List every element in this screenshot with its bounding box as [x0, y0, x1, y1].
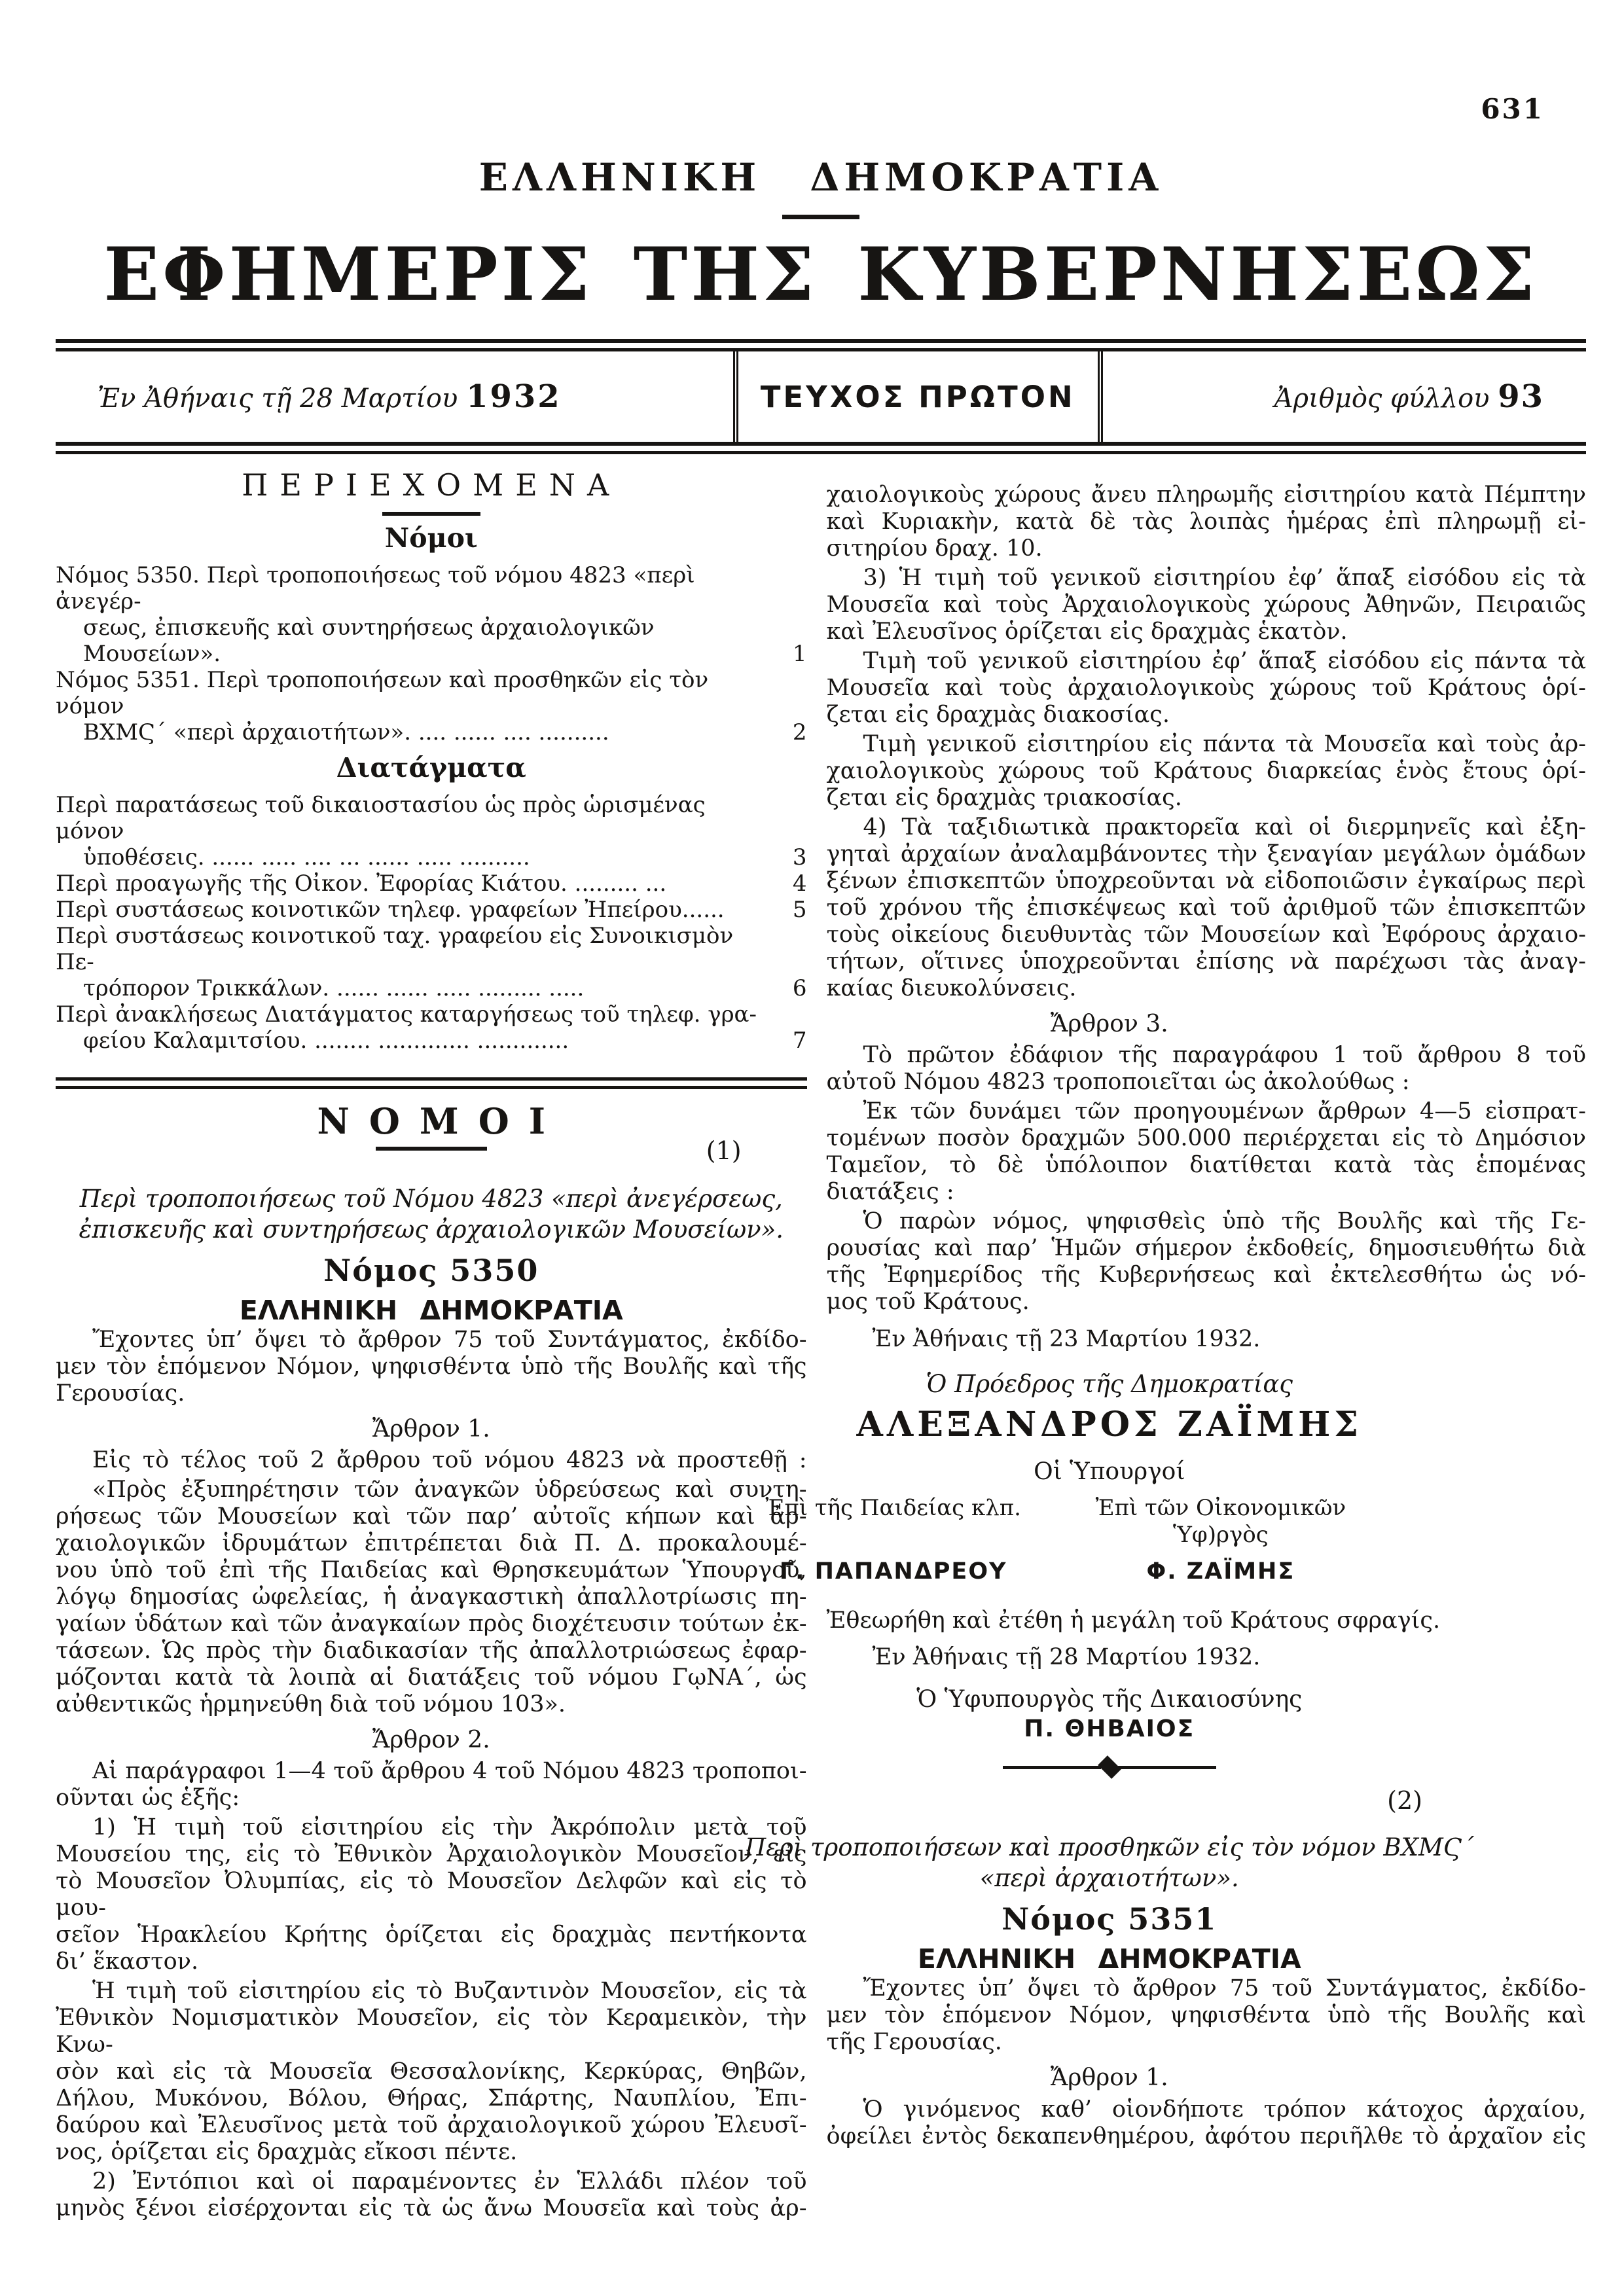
text-line: ρήσεως τῶν Μουσείων καὶ τῶν παρ’ αὐτοῖς κήπων καὶ ἀρ- [56, 1503, 807, 1530]
text-line: Περὶ τροποποιήσεων καὶ προσθηκῶν εἰς τὸν νόμον ΒΧΜϚ΄ [744, 1833, 1474, 1862]
text-line: διατάξεις : [826, 1179, 954, 1206]
article-2-paragraph-1 [56, 1814, 807, 1975]
article-2-paragraph-2 [56, 1978, 807, 2166]
toc-section-diatagmata: Διατάγματα [336, 752, 526, 783]
law-5351-subject [730, 1832, 1489, 1893]
issue-number-group [1274, 378, 1544, 415]
article-3-heading: Ἄρθρον 3. [1050, 1011, 1168, 1037]
nomoi-section-title: ΝΟΜΟΙ [317, 1100, 566, 1142]
text-line: μος τοῦ Κράτους. [826, 1289, 1030, 1316]
article-2-paragraph-3 [56, 2168, 807, 2222]
toc-entry-line: ὑποθέσεις. ...... ..... .... ... ...... ..... .......... 3 [83, 844, 807, 870]
law-5351-number-heading: Νόμος 5351 [1001, 1901, 1218, 1937]
toc-entry-line: Νόμος 5350. Περὶ τροποποιήσεως τοῦ νόμου 4823 «περὶ ἀνεγέρ- [56, 562, 695, 615]
toc-end-rule [56, 1077, 807, 1089]
toc-page-number: 5 [792, 897, 807, 923]
divider-bar-right [1118, 1766, 1216, 1769]
justice-undersecretary-name: Π. ΘΗΒΑΙΟΣ [1024, 1715, 1195, 1742]
text-line: Ἔχοντες ὑπ’ ὄψει τὸ ἄρθρον 75 τοῦ Συντάγματος, ἐκδίδο- [92, 1327, 807, 1353]
issue-number-value: 93 [1498, 378, 1544, 415]
law-5350-subject [56, 1183, 807, 1245]
law-5351-article-1-heading: Ἄρθρον 1. [1050, 2064, 1168, 2092]
text-line: χαιολογικοὺς χώρους ἄνευ πληρωμῆς εἰσιτηρίου κατὰ Πέμπτην [826, 482, 1586, 508]
toc-entry-line: Περὶ παρατάσεως τοῦ δικαιοστασίου ὡς πρὸς ὡρισμένας μόνον [56, 792, 706, 844]
text-line: μόζονται κατὰ τὰ λοιπὰ αἱ διατάξεις τοῦ νόμου ΓῳΝΑ΄, ὡς [56, 1664, 807, 1691]
president-name: ΑΛΕΞΑΝΔΡΟΣ ΖΑΪΜΗΣ [856, 1404, 1363, 1444]
masthead-place-date: Ἐν Ἀθήναις τῇ 28 Μαρτίου [98, 384, 458, 414]
text-line: αὐτοῦ Νόμου 4823 τροποποιεῖται ὡς ἀκολούθως : [826, 1069, 1410, 1096]
right-column [744, 470, 1586, 2222]
text-line: γαίων ὑδάτων καὶ τῶν ἀναγκαίων πρὸς διοχέτευσιν τούτων ἐκ- [56, 1611, 807, 1638]
toc-title: ΠΕΡΙΕΧΟΜΕΝΑ [242, 467, 621, 503]
toc-page-number: 7 [792, 1028, 807, 1054]
article-1-body [56, 1477, 807, 1718]
text-line: γηταὶ ἀρχαίων ἀναλαμβάνοντες τὴν ξεναγίαν μεγάλων ὁμάδων [826, 841, 1586, 867]
text-line: 4) Τὰ ταξιδιωτικὰ πρακτορεῖα καὶ οἱ διερμηνεῖς καὶ ἐξη- [863, 814, 1586, 840]
law-5350-number-heading: Νόμος 5350 [323, 1253, 539, 1288]
law-5350-state-heading: ΕΛΛΗΝΙΚΗ ΔΗΜΟΚΡΑΤΙΑ [239, 1295, 623, 1326]
republic-heading: ΕΛΛΗΝΙΚΗ ΔΗΜΟΚΡΑΤΙΑ [478, 155, 1163, 200]
masthead-year: 1932 [466, 378, 562, 415]
text-line: λόγῳ δημοσίας ὠφελείας, ἡ ἀναγκαστικὴ ἀπαλλοτρίωσις πη- [56, 1584, 807, 1611]
justice-undersecretary-label: Ὁ Ὑφυπουργὸς τῆς Δικαιοσύνης [916, 1685, 1303, 1713]
text-line: ξένων ἐπισκεπτῶν ὑποχρεοῦνται νὰ εἰδοποιῶσιν ἐγκαίρως περὶ [826, 868, 1586, 894]
text-line: ὀφείλει ἐντὸς δεκαπενθημέρου, ἀφότου περιῆλθε τὸ ἀρχαῖον εἰς [826, 2123, 1586, 2149]
article-2-paragraph-3-continued [827, 482, 1586, 562]
diamond-icon [1098, 1755, 1121, 1779]
text-line: αὐθεντικῶς ἡρμηνεύθη διὰ τοῦ νόμου 103». [56, 1691, 566, 1718]
gazette-title: ΕΦΗΜΕΡΙΣ ΤΗΣ ΚΥΒΕΡΝΗΣΕΩΣ [103, 232, 1538, 317]
text-line: Τιμὴ γενικοῦ εἰσιτηρίου εἰς πάντα τὰ Μουσεῖα καὶ τοὺς ἀρ- [863, 731, 1586, 757]
toc-nomoi-entries [56, 562, 807, 745]
text-line: τομένων ποσὸν δραχμῶν 500.000 περιέρχεται εἰς τὸ Δημόσιον [826, 1125, 1586, 1152]
masthead-top-rule [56, 339, 1586, 351]
article-2-paragraph-6 [827, 731, 1586, 812]
article-2-paragraph-7 [827, 814, 1586, 1002]
text-line: σιτηρίου δραχ. 10. [826, 535, 1043, 562]
text-line: Περὶ τροποποιήσεως τοῦ Νόμου 4823 «περὶ ἀνεγέρσεως, [79, 1185, 783, 1213]
issue-number-label: Ἀριθμὸς φύλλου [1274, 384, 1490, 414]
toc-diatagmata-entries [56, 792, 807, 1054]
seal-statement: Ἐθεωρήθη καὶ ἐτέθη ἡ μεγάλη τοῦ Κράτους σφραγίς. [826, 1607, 1441, 1634]
article-1-heading: Ἄρθρον 1. [372, 1416, 490, 1443]
toc-page-number: 6 [792, 975, 807, 1001]
article-2-paragraph-4 [827, 565, 1586, 645]
toc-page-number: 3 [792, 844, 807, 870]
text-line: καίας διευκολύνσεις. [826, 975, 1077, 1001]
text-line: ζεται εἰς δραχμὰς διακοσίας. [826, 702, 1170, 728]
text-line: ρουσίας καὶ παρ’ Ἡμῶν σήμερον ἐκδοθείς, δημοσιευθήτω διὰ [826, 1235, 1586, 1262]
toc-entry-line: Περὶ ἀνακλήσεως Διατάγματος καταργήσεως τοῦ τηλεφ. γρα- [56, 1001, 757, 1028]
masthead-bottom-rule [56, 442, 1586, 454]
issue-type-box [733, 351, 1103, 442]
text-line: τάσεων. Ὡς πρὸς τὴν διαδικασίαν τῆς ἀπαλλοτριώσεως ἐφαρ- [56, 1638, 807, 1664]
nomoi-short-rule [376, 1147, 487, 1151]
text-line: νου ὑπὸ τοῦ ἐπὶ τῆς Παιδείας καὶ Θρησκευμάτων Ὑπουργοῦ, [56, 1557, 807, 1584]
law-5350-closing [827, 1208, 1586, 1316]
text-line: καὶ Κυριακὴν, κατὰ δὲ τὰς λοιπὰς ἡμέρας ἐπὶ πληρωμῇ εἰ- [826, 509, 1586, 535]
article-2-heading: Ἄρθρον 2. [372, 1727, 490, 1754]
text-line: σεῖον Ἡρακλείου Κρήτης ὁρίζεται εἰς δραχμὰς πεντήκοντα [56, 1922, 807, 1948]
divider-bar-left [1003, 1766, 1101, 1769]
text-line: μηνὸς ξένοι εἰσέρχονται εἰς τὰ ὡς ἄνω Μουσεῖα καὶ τοὺς ἀρ- [56, 2195, 807, 2222]
text-line: 3) Ἡ τιμὴ τοῦ γενικοῦ εἰσιτηρίου ἐφ’ ἅπαξ εἰσόδου εἰς τὰ [863, 565, 1586, 591]
toc-entry-line: Περὶ προαγωγῆς τῆς Οἰκον. Ἐφορίας Κιάτου. ......... ... 4 [56, 870, 807, 897]
ministers-label: Οἱ Ὑπουργοί [1034, 1458, 1185, 1485]
text-line: Μουσεῖα καὶ τοὺς Ἀρχαιολογικοὺς χώρους Ἀθηνῶν, Πειραιῶς [826, 592, 1586, 618]
seal-date-line: Ἐν Ἀθήναις τῇ 28 Μαρτίου 1932. [872, 1643, 1261, 1670]
law-5351-article-1-body [827, 2096, 1586, 2150]
law-5350-date-line: Ἐν Ἀθήναις τῇ 23 Μαρτίου 1932. [872, 1326, 1261, 1353]
text-line: δι’ ἕκαστον. [56, 1948, 199, 1975]
text-line: τῆς Γερουσίας. [826, 2029, 1002, 2056]
article-3-paragraph-1 [827, 1042, 1586, 1096]
toc-page-number: 4 [792, 870, 807, 897]
article-2-paragraph-5 [827, 648, 1586, 728]
text-line: μεν τὸν ἑπόμενον Νόμον, ψηφισθέντα ὑπὸ τῆς Βουλῆς καὶ τῆς [56, 1354, 807, 1380]
law-5351-state-heading: ΕΛΛΗΝΙΚΗ ΔΗΜΟΚΡΑΤΙΑ [917, 1943, 1301, 1975]
toc-section-nomoi: Νόμοι [384, 522, 478, 554]
left-column [56, 467, 807, 2222]
minister-titles-row [730, 1495, 1489, 1549]
text-line: τὸ Μουσεῖον Ὀλυμπίας, εἰς τὸ Μουσεῖον Δελφῶν καὶ εἰς τὸ μου- [56, 1868, 807, 1922]
nomoi-rule-row [56, 1136, 807, 1166]
toc-page-number: 1 [792, 641, 807, 667]
toc-entry-line: Περὶ συστάσεως κοινοτικοῦ ταχ. γραφείου εἰς Συνοικισμὸν Πε- [56, 923, 734, 975]
text-line: Ὁ γινόμενος καθ’ οἱονδήποτε τρόπον κάτοχος ἀρχαίου, [863, 2096, 1586, 2123]
toc-entry-line: φείου Καλαμιτσίου. ........ ............. ............. 7 [83, 1028, 807, 1054]
gazette-header [56, 155, 1586, 317]
text-line: τῆς Ἐφημερίδος τῆς Κυβερνήσεως καὶ ἐκτελεσθήτω ὡς νό- [826, 1262, 1586, 1289]
minister-names-row [730, 1558, 1489, 1585]
text-line: Ὁ παρὼν νόμος, ψηφισθεὶς ὑπὸ τῆς Βουλῆς καὶ τῆς Γε- [863, 1208, 1586, 1235]
text-line: ἐπισκευῆς καὶ συντηρήσεως ἀρχαιολογικῶν Μουσείων». [79, 1215, 784, 1244]
law-5351-item-number: (2) [1387, 1786, 1422, 1816]
article-3-paragraph-2 [827, 1098, 1586, 1206]
masthead-date [98, 378, 562, 415]
text-line: Μουσείου της, εἰς τὸ Ἐθνικὸν Ἀρχαιολογικὸν Μουσεῖον, εἰς [56, 1841, 807, 1868]
text-line: δαύρου καὶ Ἐλευσῖνος μετὰ τοῦ ἀρχαιολογικοῦ χώρου Ἐλευσῖ- [56, 2112, 807, 2139]
text-line: Αἱ παράγραφοι 1—4 τοῦ ἄρθρου 4 τοῦ Νόμου 4823 τροποποι- [92, 1758, 807, 1785]
minister-education-title: Ἐπὶ τῆς Παιδείας κλπ. [765, 1494, 1021, 1521]
text-line: «Πρὸς ἐξυπηρέτησιν τῶν ἀναγκῶν ὑδρεύσεως καὶ συντη- [92, 1477, 807, 1503]
president-label: Ὁ Πρόεδρος τῆς Δημοκρατίας [926, 1370, 1293, 1399]
text-line: τήτων, οἵτινες ὑποχρεοῦνται ἐπίσης νὰ παρέχωσι τὰς ἀναγ- [826, 948, 1586, 975]
text-line: Γερουσίας. [56, 1380, 185, 1407]
text-line: καὶ Ἐλευσῖνος ὁρίζεται εἰς δραχμὰς ἑκατὸν. [826, 619, 1348, 645]
text-line: τοῦ χρόνου τῆς ἐπισκέψεως καὶ τοῦ ἀριθμοῦ τῶν ἐπισκεπτῶν [826, 895, 1586, 921]
page-number: 631 [1481, 93, 1544, 125]
toc-entry-line: ΒΧΜϚ΄ «περὶ ἀρχαιοτήτων». .... ...... .... .......... 2 [83, 719, 807, 745]
diamond-divider [730, 1756, 1489, 1778]
law-5350-item-number: (1) [706, 1136, 742, 1165]
text-line: Μουσεῖα καὶ τοὺς ἀρχαιολογικοὺς χώρους τοῦ Κράτους ὁρί- [826, 675, 1586, 701]
text-line: «περὶ ἀρχαιοτήτων». [979, 1864, 1239, 1893]
text-line: Εἰς τὸ τέλος τοῦ 2 ἄρθρου τοῦ νόμου 4823 νὰ προστεθῇ : [92, 1447, 807, 1474]
text-line: Ἐθνικὸν Νομισματικὸν Μουσεῖον, εἰς τὸν Κεραμεικὸν, τὴν Κνω- [56, 2005, 807, 2058]
text-line: 1) Ἡ τιμὴ τοῦ εἰσιτηρίου εἰς τὴν Ἀκρόπολιν μετὰ τοῦ [92, 1814, 807, 1841]
toc-entry-line: Νόμος 5351. Περὶ τροποποιήσεων καὶ προσθηκῶν εἰς τὸν νόμον [56, 667, 709, 719]
law-5350-preamble [56, 1327, 807, 1407]
law-5351-preamble [827, 1975, 1586, 2056]
toc-entry-line: Περὶ συστάσεως κοινοτικῶν τηλεφ. γραφείων Ἠπείρου...... 5 [56, 897, 807, 923]
signature-block [730, 1370, 1489, 1585]
text-line: Τιμὴ τοῦ γενικοῦ εἰσιτηρίου ἐφ’ ἅπαξ εἰσόδου εἰς πάντα τὰ [863, 648, 1586, 674]
issue-type-label: ΤΕΥΧΟΣ ΠΡΩΤΟΝ [760, 379, 1075, 414]
minister-finance-title: Ἐπὶ τῶν Οἰκονομικῶν Ὑφ)ργὸς [1095, 1494, 1346, 1548]
article-2-intro [56, 1758, 807, 1812]
toc-rule [382, 512, 480, 516]
text-line: ζεται εἰς δραχμὰς τριακοσίας. [826, 785, 1182, 811]
toc-entry-line: σεως, ἐπισκευῆς καὶ συντηρήσεως ἀρχαιολογικῶν Μουσείων». 1 [83, 615, 807, 667]
toc-page-number: 2 [792, 719, 807, 745]
text-line: σὸν καὶ εἰς τὰ Μουσεῖα Θεσσαλονίκης, Κερκύρας, Θηβῶν, [56, 2058, 807, 2085]
text-line: χαιολογικῶν ἱδρυμάτων ἐπιτρέπεται διὰ Π. Δ. προκαλουμέ- [56, 1530, 807, 1557]
text-line: Ἡ τιμὴ τοῦ εἰσιτηρίου εἰς τὸ Βυζαντινὸν Μουσεῖον, εἰς τὰ [92, 1978, 807, 2005]
text-line: χαιολογικοὺς χώρους τοῦ Κράτους διαρκείας ἑνὸς ἔτους ὁρί- [826, 758, 1586, 784]
two-column-body [56, 467, 1586, 2222]
text-line: οῦνται ὡς ἑξῆς: [56, 1785, 240, 1812]
toc-entry-line: τρόπορον Τρικκάλων. ...... ...... ..... ......... ..... 6 [83, 975, 807, 1001]
masthead [56, 339, 1586, 454]
text-line: μεν τὸν ἑπόμενον Νόμον, ψηφισθέντα ὑπὸ τῆς Βουλῆς καὶ [826, 2002, 1586, 2029]
text-line: Ἔχοντες ὑπ’ ὄψει τὸ ἄρθρον 75 τοῦ Συντάγματος, ἐκδίδο- [863, 1975, 1586, 2002]
text-line: Ταμεῖον, τὸ δὲ ὑπόλοιπον διατίθεται κατὰ τὰς ἑπομένας [826, 1152, 1586, 1179]
text-line: Ἐκ τῶν δυνάμει τῶν προηγουμένων ἄρθρων 4—5 εἰσπρατ- [863, 1098, 1586, 1125]
text-line: τοὺς οἰκείους διευθυντὰς τῶν Μουσείων καὶ Ἐφόρους ἀρχαιο- [826, 922, 1586, 948]
minister-finance-name: Φ. ΖΑΪΜΗΣ [1146, 1558, 1295, 1585]
text-line: Τὸ πρῶτον ἐδάφιον τῆς παραγράφου 1 τοῦ ἄρθρου 8 τοῦ [863, 1042, 1586, 1069]
article-1-intro [56, 1447, 807, 1474]
header-short-rule [782, 215, 859, 219]
text-line: 2) Ἐντόπιοι καὶ οἱ παραμένοντες ἐν Ἑλλάδι πλέον τοῦ [92, 2168, 807, 2195]
text-line: Δήλου, Μυκόνου, Βόλου, Θήρας, Σπάρτης, Ναυπλίου, Ἐπι- [56, 2085, 807, 2112]
text-line: νος, ὁρίζεται εἰς δραχμὰς εἴκοσι πέντε. [56, 2139, 518, 2166]
minister-education-name: Γ. ΠΑΠΑΝΔΡΕΟΥ [779, 1558, 1007, 1585]
